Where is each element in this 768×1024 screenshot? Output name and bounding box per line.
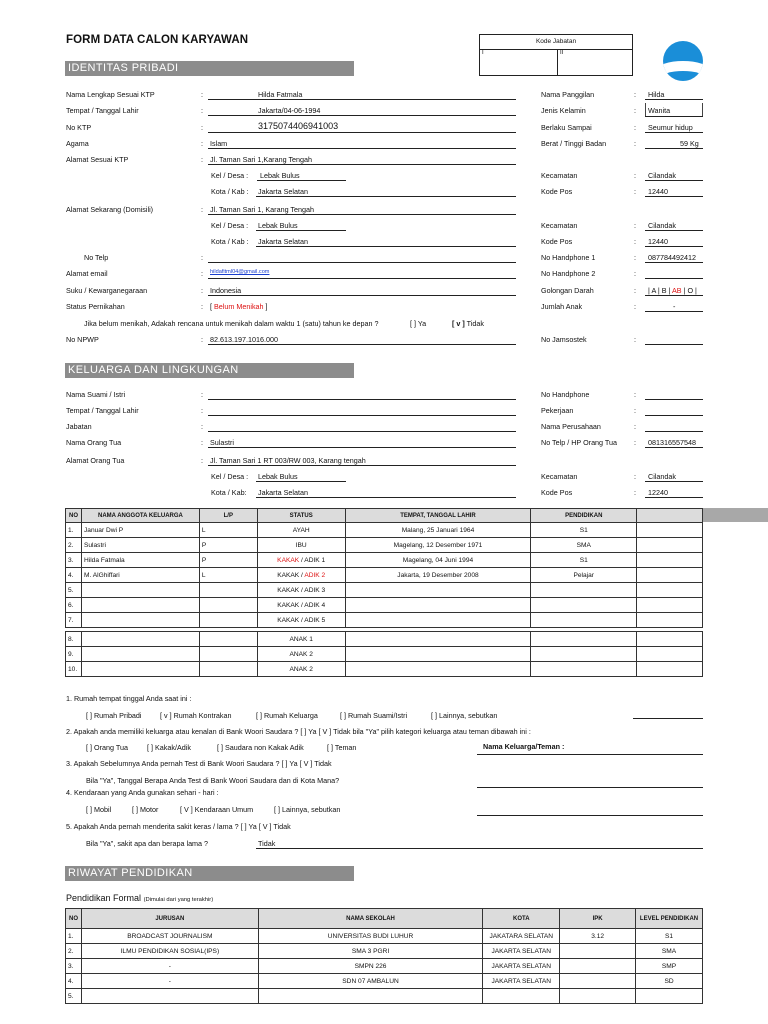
table-row: 3. - SMPN 226 JAKARTA SELATAN SMP <box>66 959 703 974</box>
rencana-tidak-checkbox[interactable]: [ v ] Tidak <box>452 319 484 328</box>
label-agama: Agama <box>66 139 89 148</box>
question-2: 2. Apakah anda memiliki keluarga atau kenalan di Bank Woori Saudara ? [ ] Ya [ V ] Tidak bila "Ya" pilih kategori keluarga atau teman dibawah ini : <box>66 727 531 736</box>
question-3-sub: Bila "Ya", Tanggal Berapa Anda Test di Bank Woori Saudara dan di Kota Mana? <box>86 776 340 785</box>
golongan-darah-select[interactable]: | A | B | AB | O | <box>648 286 697 295</box>
q3-input[interactable] <box>477 787 703 788</box>
section-pendidikan: RIWAYAT PENDIDIKAN <box>65 866 354 881</box>
table-row: 1. Januar Dwi P L AYAH Malang, 25 Januari 1964 S1 <box>66 523 703 538</box>
label-suku: Suku / Kewarganegaraan <box>66 286 148 295</box>
kota-dom-input[interactable]: Jakarta Selatan <box>258 237 308 246</box>
nama-ktp-input[interactable]: Hilda Fatmala <box>258 90 303 99</box>
kode-jabatan-col1[interactable]: I <box>482 50 484 56</box>
kecamatan-ortu-input[interactable]: Cilandak <box>648 472 676 481</box>
q2-option-teman[interactable]: [ ] Teman <box>327 743 357 752</box>
kelamin-input[interactable]: Wanita <box>648 106 671 115</box>
status-input[interactable]: [ Belum Menikah ] <box>210 302 268 311</box>
kecamatan-dom-input[interactable]: Cilandak <box>648 221 676 230</box>
col-kota: KOTA <box>483 909 560 929</box>
q2-nama-input[interactable] <box>477 754 703 755</box>
col-no: NO <box>66 909 82 929</box>
section-identitas: IDENTITAS PRIBADI <box>65 61 354 76</box>
suami-hp-input[interactable] <box>645 399 703 400</box>
email-input[interactable]: hildafitml04@gmail.com <box>210 269 270 275</box>
table-row: 1. BROADCAST JOURNALISM UNIVERSITAS BUDI LUHUR JAKATARA SELATAN 3.12 S1 <box>66 929 703 944</box>
q4-option-motor[interactable]: [ ] Motor <box>132 805 159 814</box>
question-5: 5. Apakah Anda pernah menderita sakit keras / lama ? [ ] Ya [ V ] Tidak <box>66 822 291 831</box>
berlaku-input[interactable]: Seumur hidup <box>648 123 693 132</box>
col-ipk: IPK <box>560 909 636 929</box>
table-row: 3. Hilda Fatmala P KAKAK / ADIK 1 Magelang, 04 Juni 1994 S1 <box>66 553 703 568</box>
q4-option-mobil[interactable]: [ ] Mobil <box>86 805 112 814</box>
telp-input[interactable] <box>208 262 516 263</box>
col-extra <box>637 509 703 523</box>
col-pendidikan: PENDIDIKAN <box>531 509 637 523</box>
perusahaan-input[interactable] <box>645 431 703 432</box>
suami-input[interactable] <box>208 399 516 400</box>
ortu-input[interactable]: Sulastri <box>210 438 234 447</box>
col-ttl: TEMPAT, TANGGAL LAHIR <box>345 509 531 523</box>
suku-input[interactable]: Indonesia <box>210 286 242 295</box>
q5-input[interactable]: Tidak <box>258 839 276 848</box>
hp1-input[interactable]: 087784492412 <box>648 253 696 262</box>
agama-input[interactable]: Islam <box>210 139 228 148</box>
q2-option-saudara[interactable]: [ ] Saudara non Kakak Adik <box>217 743 304 752</box>
col-jurusan: JURUSAN <box>81 909 258 929</box>
table-row: 6. KAKAK / ADIK 4 <box>66 598 703 613</box>
alamat-ktp-input[interactable]: Jl. Taman Sari 1,Karang Tengah <box>210 155 313 164</box>
label-npwp: No NPWP <box>66 335 99 344</box>
ktp-input[interactable]: 3175074406941003 <box>258 121 339 131</box>
kodepos-dom-input[interactable]: 12440 <box>648 237 668 246</box>
kode-jabatan-label: Kode Jabatan <box>535 38 577 45</box>
q1-option-suami[interactable]: [ ] Rumah Suami/Istri <box>340 711 408 720</box>
kota-ortu-input[interactable]: Jakarta Selatan <box>258 488 308 497</box>
kecamatan-ktp-input[interactable]: Cilandak <box>648 171 676 180</box>
q1-lainnya-input[interactable] <box>633 718 703 719</box>
q4-option-umum[interactable]: [ V ] Kendaraan Umum <box>180 805 254 814</box>
table-row: 2. ILMU PENDIDIKAN SOSIAL(IPS) SMA 3 PGRI JAKARTA SELATAN SMA <box>66 944 703 959</box>
section-keluarga: KELUARGA DAN LINGKUNGAN <box>65 363 354 378</box>
telp-ortu-input[interactable]: 081316557548 <box>648 438 696 447</box>
label-ktp: No KTP <box>66 123 92 132</box>
table-row: 4. M. AlGhiffari L KAKAK / ADIK 2 Jakarta, 19 Desember 2008 Pelajar <box>66 568 703 583</box>
table-row: 7. KAKAK / ADIK 5 <box>66 613 703 628</box>
col-no: NO <box>66 509 82 523</box>
label-telp: No Telp <box>84 253 109 262</box>
pendidikan-subtitle: Pendidikan Formal (Dimulai dari yang terakhir) <box>66 893 214 903</box>
table-row: 8. ANAK 1 <box>66 632 703 647</box>
family-table <box>65 508 703 677</box>
suami-ttl-input[interactable] <box>208 415 516 416</box>
label-status: Status Pernikahan <box>66 302 125 311</box>
pendidikan-table <box>65 908 703 1004</box>
table-row: 5. KAKAK / ADIK 3 <box>66 583 703 598</box>
kel-dom-input[interactable]: Lebak Bulus <box>258 221 298 230</box>
kel-ktp-input[interactable]: Lebak Bulus <box>260 171 300 180</box>
question-4: 4. Kendaraan yang Anda gunakan sehari - hari : <box>66 788 219 797</box>
kota-ktp-input[interactable]: Jakarta Selatan <box>258 187 308 196</box>
panggilan-input[interactable]: Hilda <box>648 90 665 99</box>
form-title: FORM DATA CALON KARYAWAN <box>66 34 249 46</box>
question-3: 3. Apakah Sebelumnya Anda pernah Test di Bank Woori Saudara ? [ ] Ya [ V ] Tidak <box>66 759 332 768</box>
col-lp: L/P <box>199 509 257 523</box>
table-row: 4. - SDN 07 AMBALUN JAKARTA SELATAN SD <box>66 974 703 989</box>
company-logo <box>662 40 704 82</box>
label-alamat-ktp: Alamat Sesuai KTP <box>66 155 129 164</box>
q1-option-keluarga[interactable]: [ ] Rumah Keluarga <box>256 711 318 720</box>
col-sekolah: NAMA SEKOLAH <box>258 909 483 929</box>
jabatan-input[interactable] <box>208 431 516 432</box>
npwp-input[interactable]: 82.613.197.1016.000 <box>210 335 278 344</box>
q2-option-kakak[interactable]: [ ] Kakak/Adik <box>147 743 191 752</box>
ttl-input[interactable]: Jakarta/04-06-1994 <box>258 106 321 115</box>
label-email: Alamat email <box>66 269 108 278</box>
kode-jabatan-col2[interactable]: II <box>560 50 564 56</box>
kodepos-ortu-input[interactable]: 12240 <box>648 488 668 497</box>
col-status: STATUS <box>257 509 345 523</box>
hp2-input[interactable] <box>645 278 703 279</box>
table-row: 2. Sulastri P IBU Magelang, 12 Desember 1971 SMA <box>66 538 703 553</box>
table-side-bar <box>703 508 768 522</box>
q4-lainnya-input[interactable] <box>477 815 703 816</box>
label-alamat-dom: Alamat Sekarang (Domisili) <box>66 205 154 214</box>
jamsostek-input[interactable] <box>645 344 703 345</box>
q4-option-lainnya[interactable]: [ ] Lainnya, sebutkan <box>274 805 341 814</box>
berat-input[interactable]: 59 Kg <box>680 139 699 148</box>
q1-option-kontrakan[interactable]: [ v ] Rumah Kontrakan <box>160 711 232 720</box>
table-row: 9. ANAK 2 <box>66 647 703 662</box>
table-row: 5. <box>66 989 703 1004</box>
rencana-ya-checkbox[interactable]: [ ] Ya <box>410 319 427 328</box>
q1-option-lainnya[interactable]: [ ] Lainnya, sebutkan <box>431 711 498 720</box>
rencana-question: Jika belum menikah, Adakah rencana untuk menikah dalam waktu 1 (satu) tahun ke depan ? <box>84 319 379 328</box>
kodepos-ktp-input[interactable]: 12440 <box>648 187 668 196</box>
col-nama: NAMA ANGGOTA KELUARGA <box>81 509 199 523</box>
label-nama-ktp: Nama Lengkap Sesuai KTP <box>66 90 155 99</box>
q2-nama-label: Nama Keluarga/Teman : <box>483 742 565 751</box>
pekerjaan-input[interactable] <box>645 415 703 416</box>
kel-ortu-input[interactable]: Lebak Bulus <box>258 472 298 481</box>
alamat-ortu-input[interactable]: Jl. Taman Sari 1 RT 003/RW 003, Karang tengah <box>210 456 366 465</box>
table-row: 10. ANAK 2 <box>66 662 703 677</box>
question-1: 1. Rumah tempat tinggal Anda saat ini : <box>66 694 192 703</box>
kode-jabatan-box <box>479 34 633 76</box>
q1-option-pribadi[interactable]: [ ] Rumah Pribadi <box>86 711 142 720</box>
q2-option-ortu[interactable]: [ ] Orang Tua <box>86 743 128 752</box>
question-5-sub: Bila "Ya", sakit apa dan berapa lama ? <box>86 839 209 848</box>
alamat-dom-input[interactable]: Jl. Taman Sari 1, Karang Tengah <box>210 205 315 214</box>
col-level: LEVEL PENDIDIKAN <box>636 909 703 929</box>
label-ttl: Tempat / Tanggal Lahir <box>66 106 139 115</box>
jumlah-anak-input[interactable]: - <box>673 302 676 311</box>
